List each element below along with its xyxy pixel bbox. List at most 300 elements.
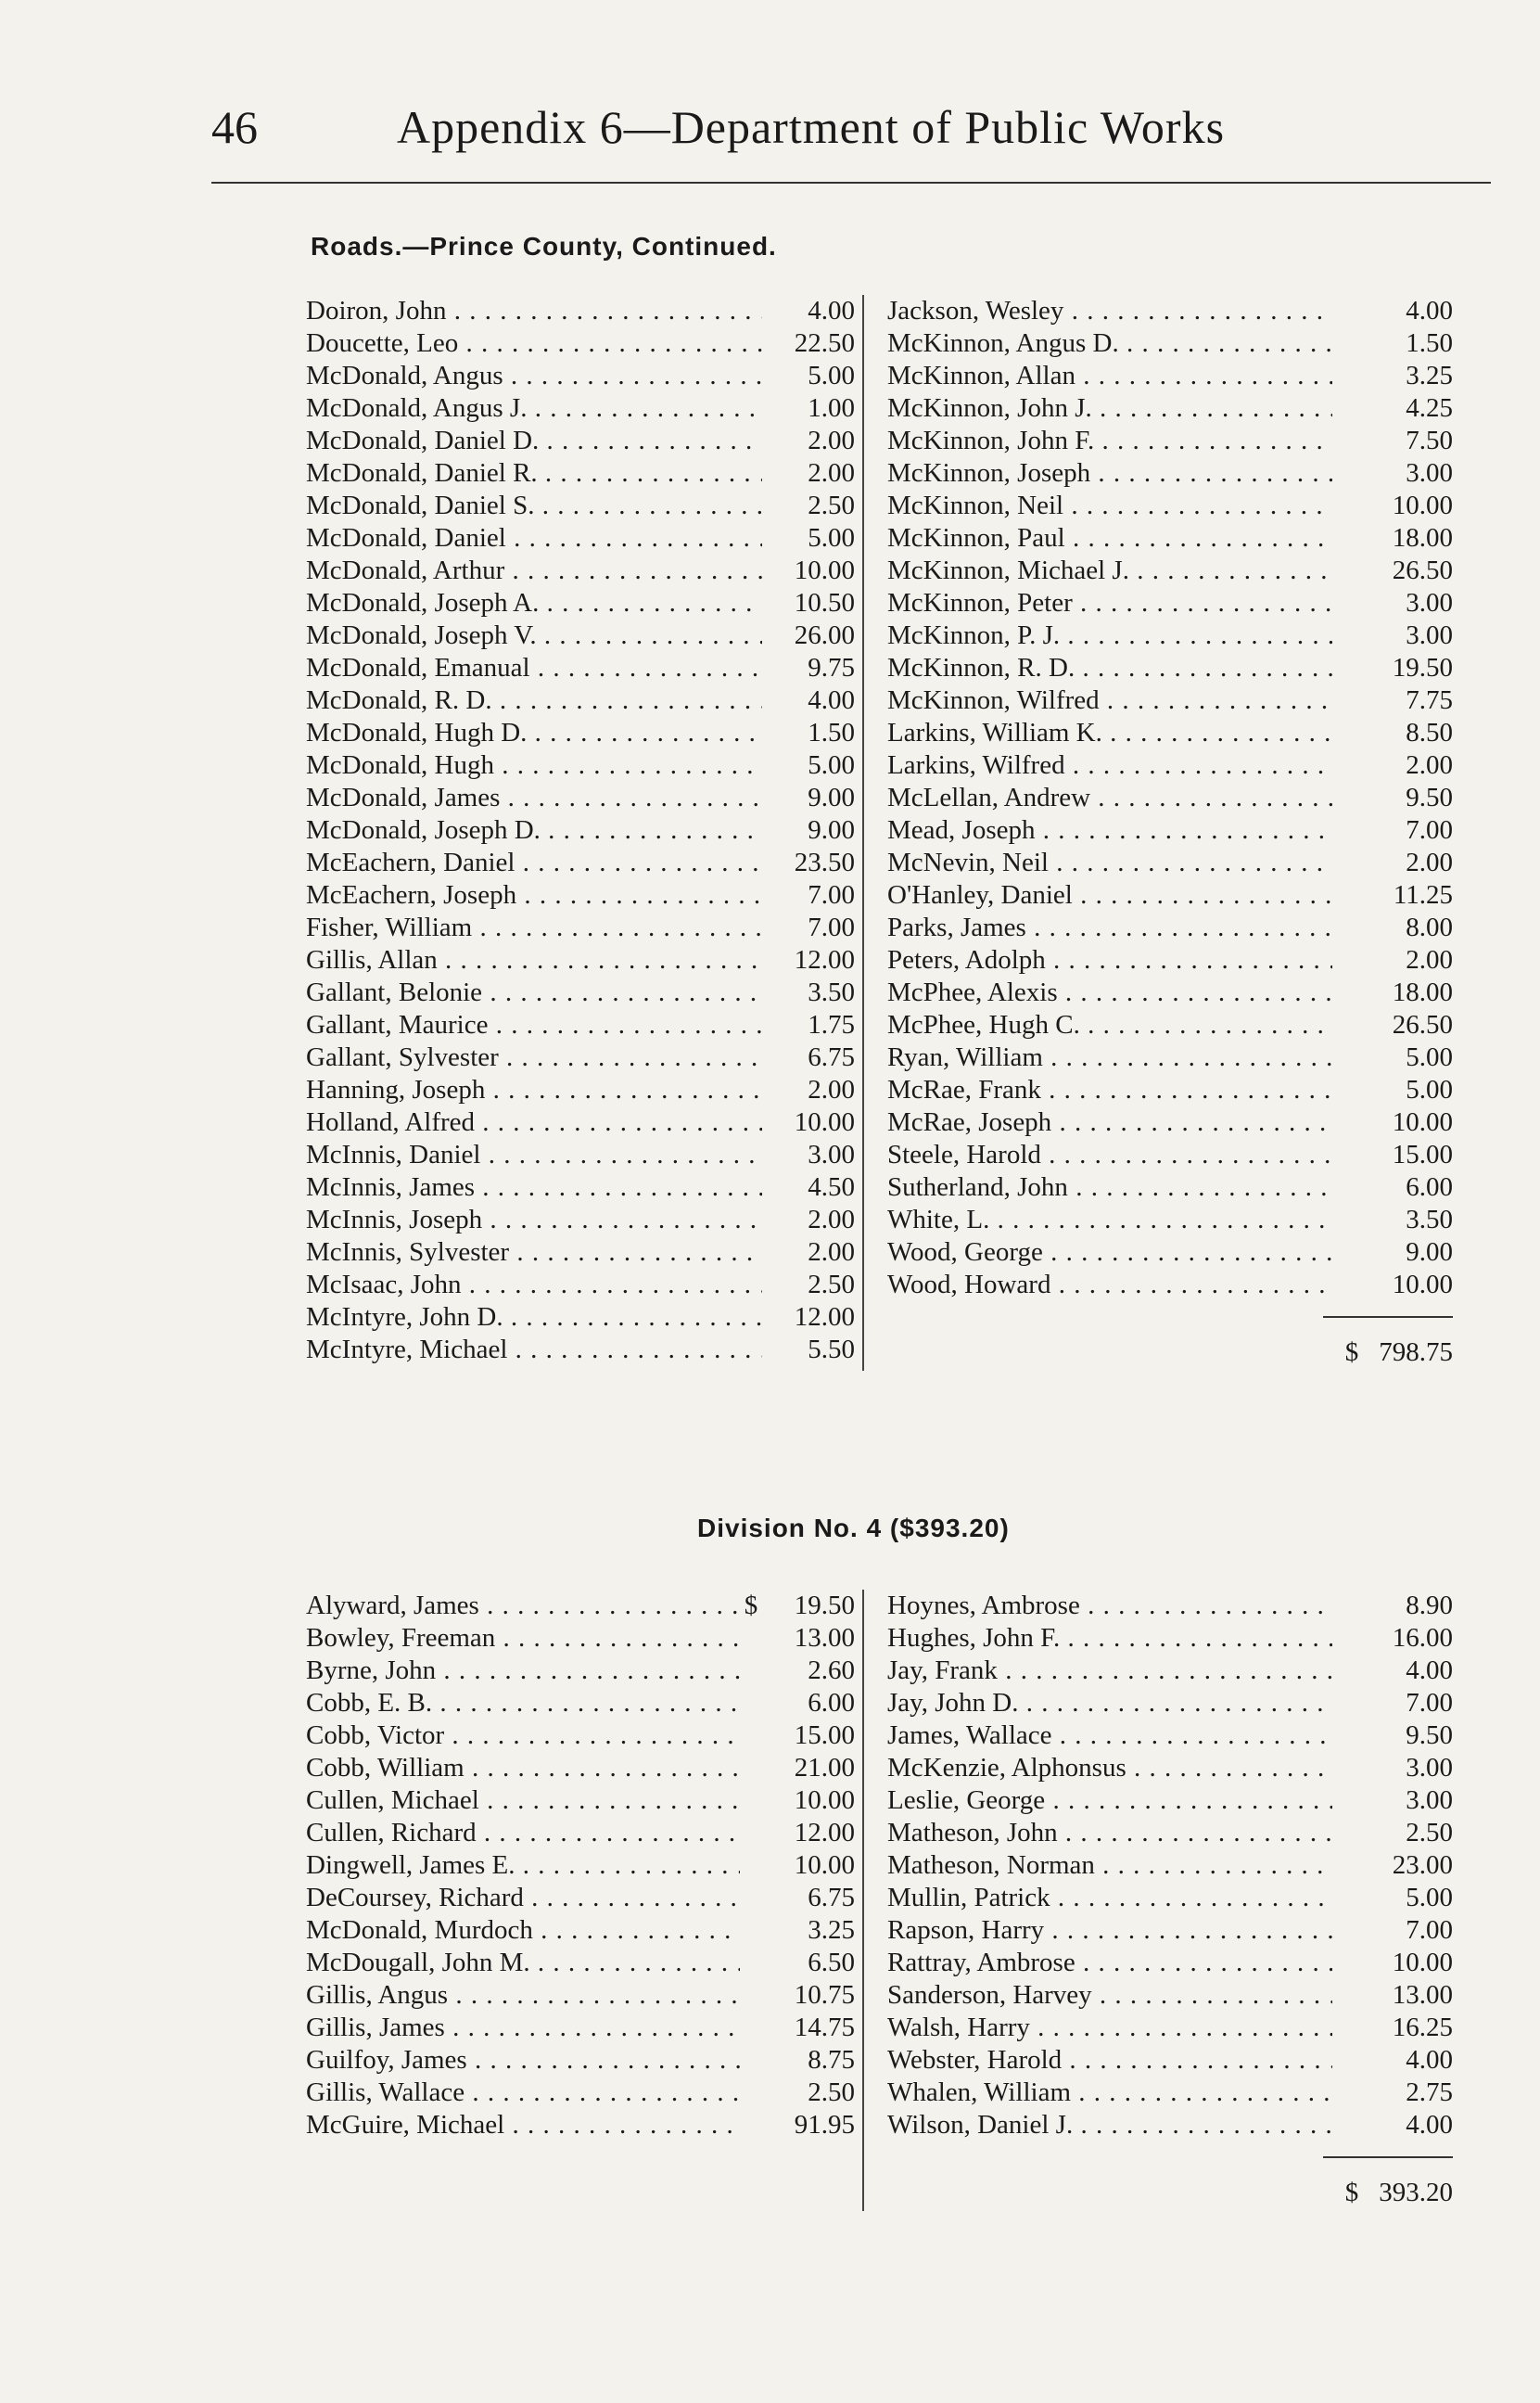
entry-name: Peters, Adolph . . . <box>887 944 1332 977</box>
entry-name: McKinnon, Michael J. . . . <box>887 555 1332 587</box>
entry-amount: 7.00 <box>1406 1915 1453 1945</box>
entry-amount: 19.50 <box>1392 653 1453 683</box>
entry-name: McPhee, Hugh C. . . . <box>887 1009 1332 1042</box>
entry-amount: 14.75 <box>794 2013 855 2042</box>
list-item <box>306 1269 862 1301</box>
entry-name: McInnis, Sylvester . . . <box>306 1236 762 1269</box>
entry-name: McDonald, Hugh . . . <box>306 749 762 782</box>
list-item <box>306 1106 862 1139</box>
entry-amount: 26.50 <box>1392 1010 1453 1040</box>
list-item <box>306 652 862 684</box>
list-item <box>306 944 862 977</box>
entry-amount: 6.50 <box>808 1948 855 1977</box>
entry-amount: 26.00 <box>794 620 855 650</box>
entry-amount: 2.00 <box>1406 750 1453 780</box>
entry-name: McKinnon, Joseph . . . <box>887 457 1332 490</box>
entry-amount: 5.50 <box>808 1335 855 1364</box>
entry-name: McDonald, Daniel . . . <box>306 522 762 555</box>
entry-name: McKinnon, Wilfred . . . <box>887 684 1332 717</box>
entry-name: Hughes, John F. . . . <box>887 1622 1332 1655</box>
entry-name: Whalen, William . . . <box>887 2077 1332 2109</box>
entry-name: McKinnon, P. J. . . . <box>887 620 1332 652</box>
entry-amount: 3.00 <box>1406 1785 1453 1815</box>
entry-amount: 7.00 <box>1406 1688 1453 1718</box>
entry-amount: 15.00 <box>794 1720 855 1750</box>
entry-amount: 18.00 <box>1392 978 1453 1007</box>
entry-name: McLellan, Andrew . . . <box>887 782 1332 814</box>
list-item <box>306 490 862 522</box>
entry-amount: 26.50 <box>1392 556 1453 585</box>
list-item <box>306 2044 862 2077</box>
entry-name: Matheson, John . . . <box>887 1817 1332 1849</box>
entry-amount: 2.00 <box>1406 848 1453 877</box>
entry-amount: 2.00 <box>808 1205 855 1234</box>
entry-name: Larkins, Wilfred . . . <box>887 749 1332 782</box>
entry-name: Rattray, Ambrose . . . <box>887 1947 1332 1979</box>
entry-amount: 6.00 <box>1406 1172 1453 1202</box>
total-amount: 393.20 <box>1379 2178 1453 2207</box>
entry-name: Gallant, Belonie . . . <box>306 977 762 1009</box>
list-item <box>306 1979 862 2012</box>
entry-amount: 3.50 <box>1406 1205 1453 1234</box>
entry-amount: 4.00 <box>1406 296 1453 326</box>
list-item <box>306 620 862 652</box>
entry-name: McPhee, Alexis . . . <box>887 977 1332 1009</box>
entry-amount: 22.50 <box>794 328 855 358</box>
entry-amount: 3.25 <box>1406 361 1453 390</box>
entry-name: McDonald, Angus . . . <box>306 360 762 392</box>
list-item <box>306 1301 862 1334</box>
list-item <box>887 522 1453 555</box>
entry-amount: 91.95 <box>794 2110 855 2140</box>
list-item <box>306 1914 862 1947</box>
entry-amount: 2.00 <box>808 1075 855 1105</box>
list-item <box>887 295 1453 327</box>
entry-amount: 4.00 <box>1406 2045 1453 2075</box>
list-item <box>306 1074 862 1106</box>
list-item <box>887 392 1453 425</box>
entry-name: DeCoursey, Richard . . . <box>306 1882 740 1914</box>
list-item <box>887 1882 1453 1914</box>
list-item <box>306 1752 862 1784</box>
entry-amount: 12.00 <box>794 1302 855 1332</box>
entry-amount: 2.00 <box>808 1237 855 1267</box>
list-item <box>887 847 1453 879</box>
entry-name: McDonald, Joseph D. . . . <box>306 814 762 847</box>
entry-name: Cobb, Victor . . . <box>306 1719 740 1752</box>
entry-amount: 2.50 <box>808 1270 855 1299</box>
entry-amount: 16.25 <box>1392 2013 1453 2042</box>
entry-amount: 8.00 <box>1406 913 1453 942</box>
entry-name: Mullin, Patrick . . . <box>887 1882 1332 1914</box>
entry-amount: 9.00 <box>808 815 855 845</box>
entry-amount: 5.00 <box>1406 1883 1453 1912</box>
list-item <box>887 1752 1453 1784</box>
entry-amount: 3.25 <box>808 1915 855 1945</box>
section-heading-roads: Roads.—Prince County, Continued. <box>311 232 777 261</box>
entry-name: McInnis, James . . . <box>306 1171 762 1204</box>
entry-name: McKinnon, Allan . . . <box>887 360 1332 392</box>
list-item <box>306 1236 862 1269</box>
entry-amount: 13.00 <box>1392 1980 1453 2010</box>
entry-name: McDonald, Joseph A. . . . <box>306 587 762 620</box>
entry-amount: 6.00 <box>808 1688 855 1718</box>
list-item <box>887 620 1453 652</box>
list-item <box>887 814 1453 847</box>
entry-name: Walsh, Harry . . . <box>887 2012 1332 2044</box>
entry-amount: 10.00 <box>794 1107 855 1137</box>
list-item <box>887 749 1453 782</box>
list-item <box>306 847 862 879</box>
list-item <box>306 912 862 944</box>
entry-name: Hoynes, Ambrose . . . <box>887 1590 1332 1622</box>
list-item <box>306 1655 862 1687</box>
list-item <box>306 1784 862 1817</box>
entry-name: Fisher, William . . . <box>306 912 762 944</box>
entry-amount: 8.75 <box>808 2045 855 2075</box>
entry-amount: 5.00 <box>1406 1042 1453 1072</box>
entry-amount: 12.00 <box>794 945 855 975</box>
entry-amount: 23.00 <box>1392 1850 1453 1880</box>
entry-amount: 1.75 <box>808 1010 855 1040</box>
entry-name: Byrne, John . . . <box>306 1655 740 1687</box>
list-item <box>887 1784 1453 1817</box>
entry-amount: 16.00 <box>1392 1623 1453 1653</box>
entry-amount: 4.50 <box>808 1172 855 1202</box>
entry-amount: 2.50 <box>808 2077 855 2107</box>
list-item <box>306 555 862 587</box>
entry-name: Ryan, William . . . <box>887 1042 1332 1074</box>
entry-name: McKenzie, Alphonsus . . . <box>887 1752 1332 1784</box>
entry-name: Gallant, Sylvester . . . <box>306 1042 762 1074</box>
entry-name: Cobb, William . . . <box>306 1752 740 1784</box>
currency-symbol: $ <box>744 1591 758 1620</box>
entry-name: Sutherland, John . . . <box>887 1171 1332 1204</box>
list-item <box>887 327 1453 360</box>
entry-name: McDonald, Daniel D. . . . <box>306 425 762 457</box>
entry-amount: 3.00 <box>808 1140 855 1170</box>
total-currency: $ <box>1344 1337 1359 1367</box>
entry-amount: 9.75 <box>808 653 855 683</box>
entry-name: Gallant, Maurice . . . <box>306 1009 762 1042</box>
entry-amount: 23.50 <box>794 848 855 877</box>
entry-name: McKinnon, Angus D. . . . <box>887 327 1332 360</box>
list-item <box>887 912 1453 944</box>
entry-name: McDonald, Hugh D. . . . <box>306 717 762 749</box>
entry-amount: 2.00 <box>808 458 855 488</box>
list-item <box>306 360 862 392</box>
entry-name: Doiron, John . . . <box>306 295 762 327</box>
list-item <box>306 1687 862 1719</box>
list-item <box>887 1139 1453 1171</box>
list-item <box>887 1979 1453 2012</box>
entry-amount: 10.00 <box>794 1850 855 1880</box>
division-right-column <box>862 1590 1453 2211</box>
entry-amount: 10.00 <box>794 1785 855 1815</box>
list-item <box>887 1914 1453 1947</box>
entry-name: McEachern, Joseph . . . <box>306 879 762 912</box>
entry-name: McIntyre, John D. . . . <box>306 1301 762 1334</box>
entry-amount: 10.00 <box>1392 1107 1453 1137</box>
entry-amount: 2.50 <box>1406 1818 1453 1847</box>
list-item <box>306 1882 862 1914</box>
list-item <box>306 814 862 847</box>
entry-name: McRae, Joseph . . . <box>887 1106 1332 1139</box>
list-item <box>306 2012 862 2044</box>
entry-name: Guilfoy, James . . . <box>306 2044 740 2077</box>
entry-amount: 9.50 <box>1406 783 1453 812</box>
list-item <box>887 2109 1453 2141</box>
entry-amount: 3.00 <box>1406 458 1453 488</box>
list-item <box>887 2044 1453 2077</box>
list-item <box>887 1719 1453 1752</box>
list-item <box>306 977 862 1009</box>
entry-name: Mead, Joseph . . . <box>887 814 1332 847</box>
entry-amount: 11.25 <box>1393 880 1453 910</box>
total-currency: $ <box>1344 2178 1359 2207</box>
entry-amount: 8.90 <box>1406 1591 1453 1620</box>
entry-amount: 10.00 <box>1392 1270 1453 1299</box>
list-item <box>887 684 1453 717</box>
list-item <box>887 1074 1453 1106</box>
list-item <box>887 1204 1453 1236</box>
entry-name: McDonald, Arthur . . . <box>306 555 762 587</box>
division-4-table <box>306 1590 1451 2211</box>
list-item <box>306 1204 862 1236</box>
entry-amount: 7.00 <box>1406 815 1453 845</box>
list-item <box>306 879 862 912</box>
entry-name: Cullen, Michael . . . <box>306 1784 740 1817</box>
page-title: Appendix 6—Department of Public Works <box>397 101 1226 153</box>
entry-amount: 7.00 <box>808 913 855 942</box>
header-rule <box>211 182 1491 184</box>
entry-name: McKinnon, Neil . . . <box>887 490 1332 522</box>
division-left-column <box>306 1590 862 2211</box>
entry-amount: 4.00 <box>1406 2110 1453 2140</box>
entry-name: McIntyre, Michael . . . <box>306 1334 762 1366</box>
roads-right-column <box>862 295 1453 1371</box>
page-number: 46 <box>211 101 258 153</box>
entry-name: McDonald, R. D. . . . <box>306 684 762 717</box>
entry-amount: 3.00 <box>1406 1753 1453 1783</box>
entry-name: Wood, Howard . . . <box>887 1269 1332 1301</box>
list-item <box>887 1171 1453 1204</box>
list-item <box>306 1817 862 1849</box>
list-item <box>887 587 1453 620</box>
entry-amount: 9.00 <box>1406 1237 1453 1267</box>
list-item <box>887 782 1453 814</box>
entry-name: McKinnon, John J. . . . <box>887 392 1332 425</box>
entry-amount: 9.00 <box>808 783 855 812</box>
entry-amount: 4.25 <box>1406 393 1453 423</box>
list-item <box>306 1622 862 1655</box>
entry-name: McKinnon, John F. . . . <box>887 425 1332 457</box>
list-item <box>306 749 862 782</box>
entry-name: Gillis, Allan . . . <box>306 944 762 977</box>
list-item <box>306 327 862 360</box>
list-item <box>887 2012 1453 2044</box>
entry-name: Parks, James . . . <box>887 912 1332 944</box>
entry-name: Wilson, Daniel J. . . . <box>887 2109 1332 2141</box>
entry-name: Cobb, E. B. . . . <box>306 1687 740 1719</box>
entry-amount: 1.50 <box>808 718 855 748</box>
entry-amount: 10.00 <box>1392 1948 1453 1977</box>
division-total <box>887 2174 1453 2211</box>
entry-amount: 13.00 <box>794 1623 855 1653</box>
roads-left-column <box>306 295 862 1371</box>
entry-amount: 3.00 <box>1406 620 1453 650</box>
list-item <box>887 1655 1453 1687</box>
list-item <box>306 425 862 457</box>
entry-name: Webster, Harold . . . <box>887 2044 1332 2077</box>
list-item <box>887 1236 1453 1269</box>
entry-name: McDonald, Angus J. . . . <box>306 392 762 425</box>
entry-amount: 5.00 <box>808 523 855 553</box>
entry-name: Rapson, Harry . . . <box>887 1914 1332 1947</box>
entry-name: Gillis, James . . . <box>306 2012 740 2044</box>
list-item <box>887 1947 1453 1979</box>
entry-amount: 2.50 <box>808 491 855 520</box>
list-item <box>887 1009 1453 1042</box>
total-amount: 798.75 <box>1379 1337 1453 1367</box>
list-item <box>887 1042 1453 1074</box>
entry-name: McNevin, Neil . . . <box>887 847 1332 879</box>
list-item <box>306 2077 862 2109</box>
entry-name: Dingwell, James E. . . . <box>306 1849 740 1882</box>
entry-name: Alyward, James . . . <box>306 1590 740 1622</box>
entry-amount: 2.75 <box>1406 2077 1453 2107</box>
entry-name: McEachern, Daniel . . . <box>306 847 762 879</box>
list-item <box>306 1042 862 1074</box>
entry-name: McDonald, Daniel R. . . . <box>306 457 762 490</box>
entry-amount: 15.00 <box>1392 1140 1453 1170</box>
list-item <box>887 490 1453 522</box>
list-item <box>306 392 862 425</box>
list-item <box>306 1171 862 1204</box>
list-item <box>887 1106 1453 1139</box>
list-item <box>887 360 1453 392</box>
entry-amount: 1.50 <box>1406 328 1453 358</box>
list-item <box>306 1947 862 1979</box>
entry-amount: 7.00 <box>808 880 855 910</box>
roads-table <box>306 295 1451 1371</box>
entry-amount: 10.75 <box>794 1980 855 2010</box>
entry-amount: 7.50 <box>1406 426 1453 455</box>
entry-amount: 4.00 <box>808 296 855 326</box>
entry-name: Larkins, William K. . . . <box>887 717 1332 749</box>
entry-name: Holland, Alfred . . . <box>306 1106 762 1139</box>
entry-amount: 7.75 <box>1406 685 1453 715</box>
entry-name: Gillis, Angus . . . <box>306 1979 740 2012</box>
entry-amount: 10.00 <box>794 556 855 585</box>
entry-name: McGuire, Michael . . . <box>306 2109 740 2141</box>
entry-amount: 21.00 <box>794 1753 855 1783</box>
list-item <box>887 1590 1453 1622</box>
entry-name: James, Wallace . . . <box>887 1719 1332 1752</box>
entry-amount: 3.00 <box>1406 588 1453 618</box>
entry-amount: 1.00 <box>808 393 855 423</box>
entry-name: McKinnon, Peter . . . <box>887 587 1332 620</box>
entry-name: McRae, Frank . . . <box>887 1074 1332 1106</box>
entry-name: Doucette, Leo . . . <box>306 327 762 360</box>
list-item <box>887 425 1453 457</box>
list-item <box>306 587 862 620</box>
entry-name: McInnis, Daniel . . . <box>306 1139 762 1171</box>
entry-name: Jackson, Wesley . . . <box>887 295 1332 327</box>
entry-name: Leslie, George . . . <box>887 1784 1332 1817</box>
entry-amount: 2.00 <box>808 426 855 455</box>
entry-amount: 5.00 <box>808 750 855 780</box>
entry-name: Sanderson, Harvey . . . <box>887 1979 1332 2012</box>
entry-amount: 19.50 <box>794 1591 855 1620</box>
list-item <box>306 1139 862 1171</box>
list-item <box>306 2109 862 2141</box>
list-item <box>887 1269 1453 1301</box>
entry-amount: 5.00 <box>808 361 855 390</box>
list-item <box>887 2077 1453 2109</box>
entry-name: McDonald, Murdoch . . . <box>306 1914 740 1947</box>
entry-amount: 6.75 <box>808 1883 855 1912</box>
entry-amount: 5.00 <box>1406 1075 1453 1105</box>
list-item <box>887 555 1453 587</box>
entry-name: McInnis, Joseph . . . <box>306 1204 762 1236</box>
entry-name: Gillis, Wallace . . . <box>306 2077 740 2109</box>
list-item <box>887 944 1453 977</box>
section-heading-division-4: Division No. 4 ($393.20) <box>697 1514 1010 1542</box>
entry-name: O'Hanley, Daniel . . . <box>887 879 1332 912</box>
entry-name: Jay, Frank . . . <box>887 1655 1332 1687</box>
list-item <box>887 977 1453 1009</box>
entry-amount: 18.00 <box>1392 523 1453 553</box>
entry-name: Jay, John D. . . . <box>887 1687 1332 1719</box>
entry-amount: 10.50 <box>794 588 855 618</box>
entry-name: Steele, Harold . . . <box>887 1139 1332 1171</box>
page-header <box>211 100 1324 165</box>
entry-name: Hanning, Joseph . . . <box>306 1074 762 1106</box>
entry-name: White, L. . . . <box>887 1204 1332 1236</box>
list-item <box>306 717 862 749</box>
roads-total <box>887 1334 1453 1371</box>
list-item <box>887 1817 1453 1849</box>
entry-name: Cullen, Richard . . . <box>306 1817 740 1849</box>
list-item <box>887 1687 1453 1719</box>
entry-name: McDonald, James . . . <box>306 782 762 814</box>
list-item <box>306 1590 862 1622</box>
entry-amount: 4.00 <box>1406 1655 1453 1685</box>
list-item <box>306 522 862 555</box>
entry-name: McDonald, Emanual . . . <box>306 652 762 684</box>
list-item <box>306 1849 862 1882</box>
entry-name: McKinnon, Paul . . . <box>887 522 1332 555</box>
entry-name: McDougall, John M. . . . <box>306 1947 740 1979</box>
list-item <box>306 1334 862 1366</box>
entry-amount: 9.50 <box>1406 1720 1453 1750</box>
total-rule-line <box>887 1301 1453 1334</box>
entry-amount: 12.00 <box>794 1818 855 1847</box>
list-item <box>306 1719 862 1752</box>
list-item <box>887 457 1453 490</box>
list-item <box>306 684 862 717</box>
list-item <box>306 782 862 814</box>
entry-amount: 2.00 <box>1406 945 1453 975</box>
list-item <box>887 1622 1453 1655</box>
entry-amount: 2.60 <box>808 1655 855 1685</box>
list-item <box>306 295 862 327</box>
entry-name: Wood, George . . . <box>887 1236 1332 1269</box>
entry-amount: 3.50 <box>808 978 855 1007</box>
entry-amount: 10.00 <box>1392 491 1453 520</box>
entry-name: McDonald, Joseph V. . . . <box>306 620 762 652</box>
